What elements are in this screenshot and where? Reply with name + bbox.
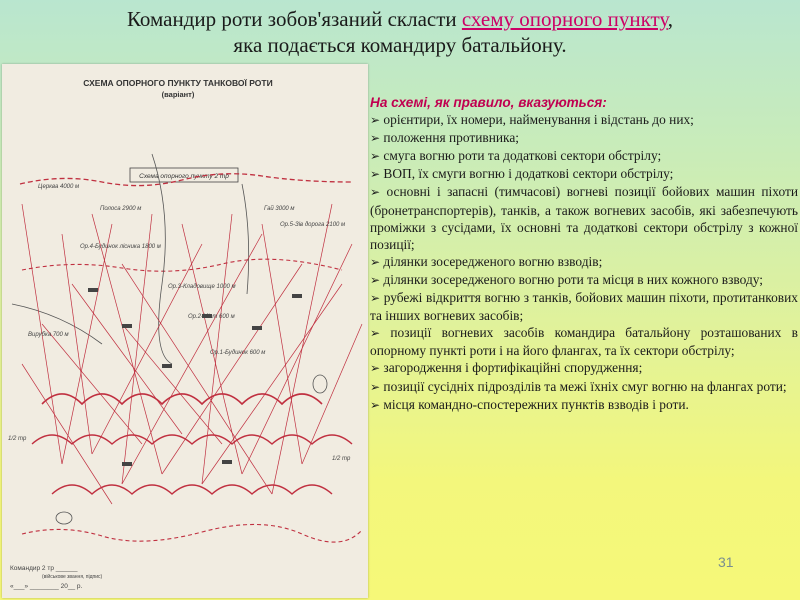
road <box>152 154 172 364</box>
content-list-item-text: загородження і фортифікаційні спорудження; <box>383 360 643 376</box>
content-list <box>370 111 798 414</box>
map-footer-date: «___» ________ 20__ р. <box>10 583 83 590</box>
content-list-item <box>370 111 798 129</box>
title-line-2: яка подається командиру батальйону. <box>233 33 567 57</box>
content-list-item <box>370 271 798 289</box>
content-list-item-text: ділянки зосередженого вогню взводів; <box>383 253 603 269</box>
bullet-arrow-icon: ➢ <box>370 185 381 200</box>
defence-contour-3 <box>52 485 332 494</box>
bullet-arrow-icon: ➢ <box>370 113 381 128</box>
content-list-item-text: позиції сусідніх підрозділів та межі їхніх смуг вогню на флангах роти; <box>383 378 787 394</box>
map-label: Полоса 2900 м <box>100 206 142 212</box>
title-highlight-link[interactable]: схему опорного пункту <box>461 7 668 31</box>
content-list-item-text: смуга вогню роти та додаткові сектори обстрілу; <box>383 148 662 164</box>
content-list-item <box>370 129 798 147</box>
bullet-arrow-icon: ➢ <box>370 167 381 182</box>
strongpoint-label: Схема опорного пункту 2 тр <box>139 173 229 180</box>
defence-contour-2 <box>32 435 352 444</box>
map-label: 1/2 тр <box>332 456 351 462</box>
content-list-item <box>370 165 798 183</box>
map-label: Ор.1-Будинок 600 м <box>210 350 266 356</box>
content-list-item <box>370 147 798 165</box>
map-label: 1/2 тр <box>8 436 27 442</box>
content-list-item <box>370 378 798 396</box>
fire-line <box>22 259 342 271</box>
map-label: Церква 4000 м <box>38 184 80 190</box>
content-list-item-text: ділянки зосередженого вогню роти та місця в них кожного взводу; <box>383 271 764 287</box>
map-footer-caption: (військове звання, підпис) <box>42 574 103 580</box>
content-list-item <box>370 183 798 252</box>
road <box>242 184 249 294</box>
map-label: Ор.4-Будинок лісника 1800 м <box>80 244 161 250</box>
title-text-before: Командир роти зобов'язаний скласти <box>126 7 462 31</box>
fire-sectors <box>22 204 362 504</box>
page-number: 31 <box>718 554 734 570</box>
bullet-arrow-icon: ➢ <box>370 291 381 306</box>
bullet-arrow-icon: ➢ <box>370 254 381 269</box>
map-label: Гай 3000 м <box>264 206 295 212</box>
bullet-arrow-icon: ➢ <box>370 397 381 412</box>
title-text-after: , <box>667 7 674 31</box>
bullet-arrow-icon: ➢ <box>370 272 381 287</box>
map-label: Ор.2-Міст 600 м <box>188 314 235 320</box>
content-list-item <box>370 396 798 414</box>
bullet-arrow-icon: ➢ <box>370 149 381 164</box>
content-list-item-text: орієнтири, їх номери, найменування і відстань до них; <box>383 112 694 128</box>
content-list-item-text: позиції вогневих засобів командира батальйону розташованих в опорному пункті роти і на його флангах, та їх сектори обстрілу; <box>370 325 798 359</box>
terrain-feature <box>56 512 72 524</box>
map-subtitle: (варіант) <box>161 90 195 99</box>
bullet-arrow-icon: ➢ <box>370 131 381 146</box>
bullet-arrow-icon: ➢ <box>370 326 381 341</box>
map-title: СХЕМА ОПОРНОГО ПУНКТУ ТАНКОВОЇ РОТИ <box>83 78 273 88</box>
rear-line <box>22 524 362 542</box>
content-list-item <box>370 359 798 377</box>
title-line-1 <box>0 6 800 32</box>
bullet-arrow-icon: ➢ <box>370 361 381 376</box>
content-list-item-text: ВОП, їх смуги вогню і додаткові сектори обстрілу; <box>383 166 674 182</box>
content-list-item <box>370 324 798 359</box>
slide-title <box>0 6 800 58</box>
map-label: Вирубка 700 м <box>28 332 69 338</box>
content-panel <box>370 94 798 414</box>
strongpoint-scheme-image <box>2 64 368 598</box>
terrain-feature <box>313 375 327 393</box>
content-list-item-text: положення противника; <box>383 130 520 146</box>
content-list-item <box>370 289 798 324</box>
map-footer-signature: Командир 2 тр ______ <box>10 565 78 572</box>
content-list-item-text: основні і запасні (тимчасові) вогневі позиції бойових машин піхоти (бронетранспортерів), танків, а також вогневих засобів, які забезпечують проміжки з сусідами, їх основні та додаткові сектори обстрілу з кожної позиції; <box>370 184 798 252</box>
map-label: Ор.5-Зів дорога 2100 м <box>280 222 346 228</box>
scheme-drawing <box>2 64 368 598</box>
content-list-item-text: місця командно-спостережних пунктів взводів і роти. <box>383 396 689 412</box>
content-heading: На схемі, як правило, вказуються: <box>370 95 607 110</box>
content-list-item <box>370 253 798 271</box>
content-list-item-text: рубежі відкриття вогню з танків, бойових машин піхоти, протитанкових та інших вогневих засобів; <box>370 290 798 324</box>
bullet-arrow-icon: ➢ <box>370 379 381 394</box>
map-label: Ор.3-Кладовище 1000 м <box>168 284 236 290</box>
